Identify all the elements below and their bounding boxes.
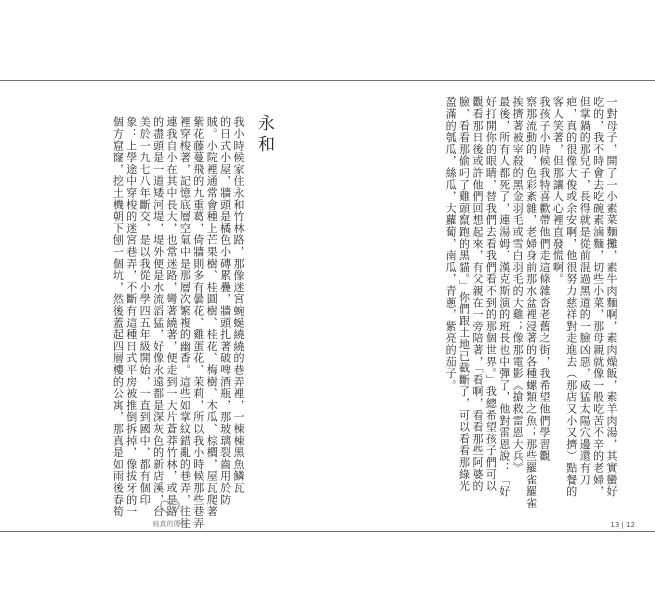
- publisher-logo: [140, 499, 200, 529]
- heart-logo-icon: [159, 499, 181, 517]
- right-line: 客人笑著，但那讓人心裡直發慌啊。: [551, 96, 565, 285]
- left-line: 紫花藤蔓飛的九重葛，倚牆則多有曇花、雞蛋花、茉莉，所以我小時候那些巷弄: [191, 116, 205, 529]
- left-line: 的日式小屋，牆頭是橘色小磚累疊，牆頭扎著破啤酒瓶，那玻璃裂齒用於防: [218, 116, 232, 506]
- left-line: 個方窟窿，挖土機朝下刨一個坑，然後蓋起四層樓的公寓，那真是如雨後春筍: [111, 116, 125, 518]
- logo-caption: 純真的傳奇: [152, 520, 188, 528]
- left-line: 裡穿梭著，記憶底層空氣中是那層次繁複的幽香。這些如掌紋錯亂的巷弄，往往: [178, 116, 192, 529]
- right-line: 最後，所有人都死了，連湯姆．漢克斯演的班長也中彈了，他對雷恩說：「好: [497, 96, 511, 498]
- right-line: 臉，看看那偷叼了雞頭竄跑的黑貓。」你們跟土地已截斷了，可以看看那綠光: [457, 96, 471, 492]
- page-numbers: 13 | 12: [610, 521, 635, 529]
- left-line: 我小時候家住永和竹林路，那像迷宮蜿蜒繞繞的巷弄裡，一棟棟黑魚鱗瓦: [232, 116, 245, 494]
- left-line: 美於一九七八年斷交，是以我從小學四五年級開始，一直到國中，都有個印: [138, 116, 152, 506]
- right-line: 吃的，我不時會去吃碗素滷麵，切些小菜，那母親就像一般吃苦不辛的老婦，: [591, 96, 605, 498]
- right-line: 一對母子，開了一小素菜麵攤，素牛肉麵啊，素肉燥飯，素羊肉湯，其實蠻好: [605, 96, 618, 498]
- right-page-text: [444, 96, 618, 509]
- chapter-title: 永和: [254, 114, 274, 156]
- right-line: 疤，真的很像大俊或余安啊，他很努力慈祥對走進去（那店又小又擠）點餐的: [564, 96, 578, 498]
- top-rule: [0, 80, 655, 81]
- right-line: 觀看那日後或許他們回想起來，有父親在一旁陪著，「看啊，看看那些阿婆的: [470, 96, 484, 492]
- right-line: 挨擠著被宰殺的黑金羽毛或雪白羽毛的大雞；像那電影《搶救雷恩大兵》: [511, 96, 525, 474]
- bottom-rule: [0, 531, 655, 532]
- left-line: 連我自小在其中長大，也常迷路，彎著繞著，便走到一大片蒼莽竹林，或是路: [164, 116, 178, 518]
- right-line: 但掌鍋的那兒子，長得就是從前混過黑道的一臉凶惡，威猛太陽穴邊還有刀: [578, 96, 592, 486]
- right-line: 盈滿的瓠瓜，絲瓜，大蘿蔔，南瓜，青蔥，紫亮的茄子。: [444, 96, 458, 391]
- right-line: 我孩子小時候我特喜歡帶他們走這條雜沓老舊之街，我希望他們學習觀: [537, 96, 551, 462]
- left-line: 象：上學途中穿梭的迷宮巷弄，不斷有這種日式平房被推倒拆掉，像拔牙的一: [124, 116, 138, 518]
- right-line: 察那流動的，色彩紊雜，老婦身前那水盆裡浸著的各種螺類之魚；那些羅雀羅雀: [524, 96, 538, 509]
- left-line: 的盡頭是一道矮河堤，堤外便是水流滔猛，好像永遠都是深灰色的新店溪，台: [151, 116, 165, 518]
- right-line: 好打開你的眼睛，替我們去看我們看不到的那個世界。」我總希望孩子們可以: [484, 96, 498, 492]
- left-line: 賊。小院裡通常會種上芒果樹、桂圓樹、桂花、梅樹、木瓜、棕櫚，屋瓦爬著: [205, 116, 219, 518]
